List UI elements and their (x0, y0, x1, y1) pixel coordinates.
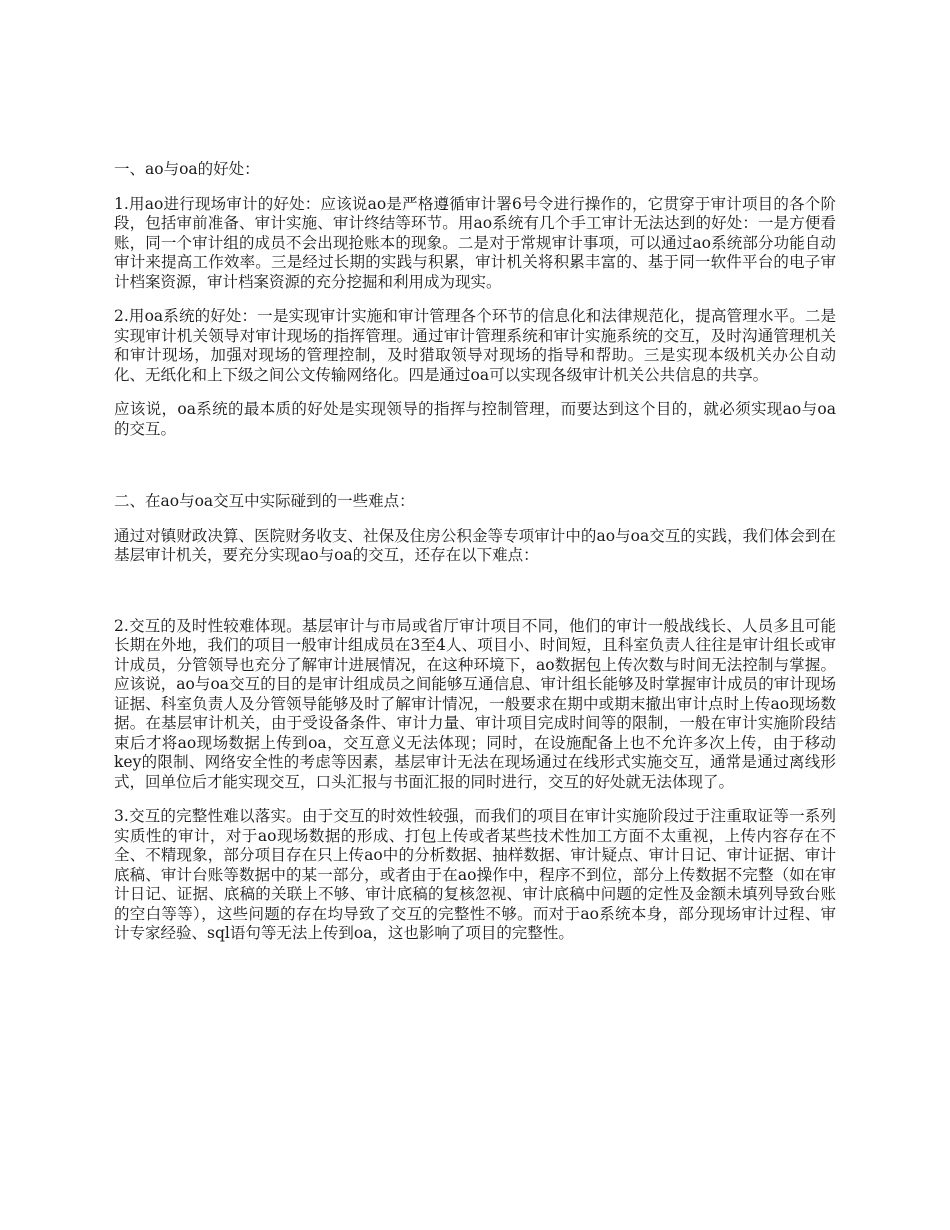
section-1-paragraph-1: 1.用ao进行现场审计的好处：应该说ao是严格遵循审计署6号令进行操作的，它贯穿于审计项目的各个阶段，包括审前准备、审计实施、审计终结等环节。用ao系统有几个手工审计无法达到的好处：一是方便看账，同一个审计组的成员不会出现抢账本的现象。二是对于常规审计事项，可以通过ao系统部分功能自动审计来提高工作效率。三是经过长期的实践与积累，审计机关将积累丰富的、基于同一软件平台的电子审计档案资源，审计档案资源的充分挖掘和利用成为现实。 (114, 194, 836, 291)
section-2-paragraph-2: 2.交互的及时性较难体现。基层审计与市局或省厅审计项目不同，他们的审计一般战线长、人员多且可能长期在外地，我们的项目一般审计组成员在3至4人、项目小、时间短，且科室负责人往往是审计组长或审计成员，分管领导也充分了解审计进展情况，在这种环境下，ao数据包上传次数与时间无法控制与掌握。应该说，ao与oa交互的目的是审计组成员之间能够互通信息、审计组长能够及时掌握审计成员的审计现场证据、科室负责人及分管领导能够及时了解审计情况，一般要求在期中或期末撤出审计点时上传ao现场数据。在基层审计机关，由于受设备条件、审计力量、审计项目完成时间等的限制，一般在审计实施阶段结束后才将ao现场数据上传到oa，交互意义无法体现；同时，在设施配备上也不允许多次上传，由于移动key的限制、网络安全性的考虑等因素，基层审计无法在现场通过在线形式实施交互，通常是通过离线形式，回单位后才能实现交互，口头汇报与书面汇报的同时进行，交互的好处就无法体现了。 (114, 616, 836, 791)
section-1-heading: 一、ao与oa的好处： (114, 160, 260, 178)
paragraph-spacer (114, 581, 836, 617)
section-2-paragraph-3: 3.交互的完整性难以落实。由于交互的时效性较强，而我们的项目在审计实施阶段过于注重取证等一系列实质性的审计，对于ao现场数据的形成、打包上传或者某些技术性加工方面不太重视，上传内容存在不全、不精现象，部分项目存在只上传ao中的分析数据、抽样数据、审计疑点、审计日记、审计证据、审计底稿、审计台账等数据中的某一部分，或者由于在ao操作中，程序不到位，部分上传数据不完整（如在审计日记、证据、底稿的关联上不够、审计底稿的复核忽视、审计底稿中问题的定性及金额未填列导致台账的空白等等），这些问题的存在均导致了交互的完整性不够。而对于ao系统本身，部分现场审计过程、审计专家经验、sql语句等无法上传到oa，这也影响了项目的完整性。 (114, 807, 836, 942)
section-2-heading: 二、在ao与oa交互中实际碰到的一些难点： (114, 492, 415, 510)
section-spacer (114, 454, 836, 492)
section-1-paragraph-3: 应该说，oa系统的最本质的好处是实现领导的指挥与控制管理，而要达到这个目的，就必须实现ao与oa的交互。 (114, 400, 836, 438)
section-1-paragraph-2: 2.用oa系统的好处：一是实现审计实施和审计管理各个环节的信息化和法律规范化，提高管理水平。二是实现审计机关领导对审计现场的指挥管理。通过审计管理系统和审计实施系统的交互，及时沟通管理机关和审计现场，加强对现场的管理控制，及时猎取领导对现场的指导和帮助。三是实现本级机关办公自动化、无纸化和上下级之间公文传输网络化。四是通过oa可以实现各级审计机关公共信息的共享。 (114, 307, 836, 384)
document-body (114, 160, 836, 959)
section-2-paragraph-1: 通过对镇财政决算、医院财务收支、社保及住房公积金等专项审计中的ao与oa交互的实践，我们体会到在基层审计机关，要充分实现ao与oa的交互，还存在以下难点： (114, 526, 836, 564)
